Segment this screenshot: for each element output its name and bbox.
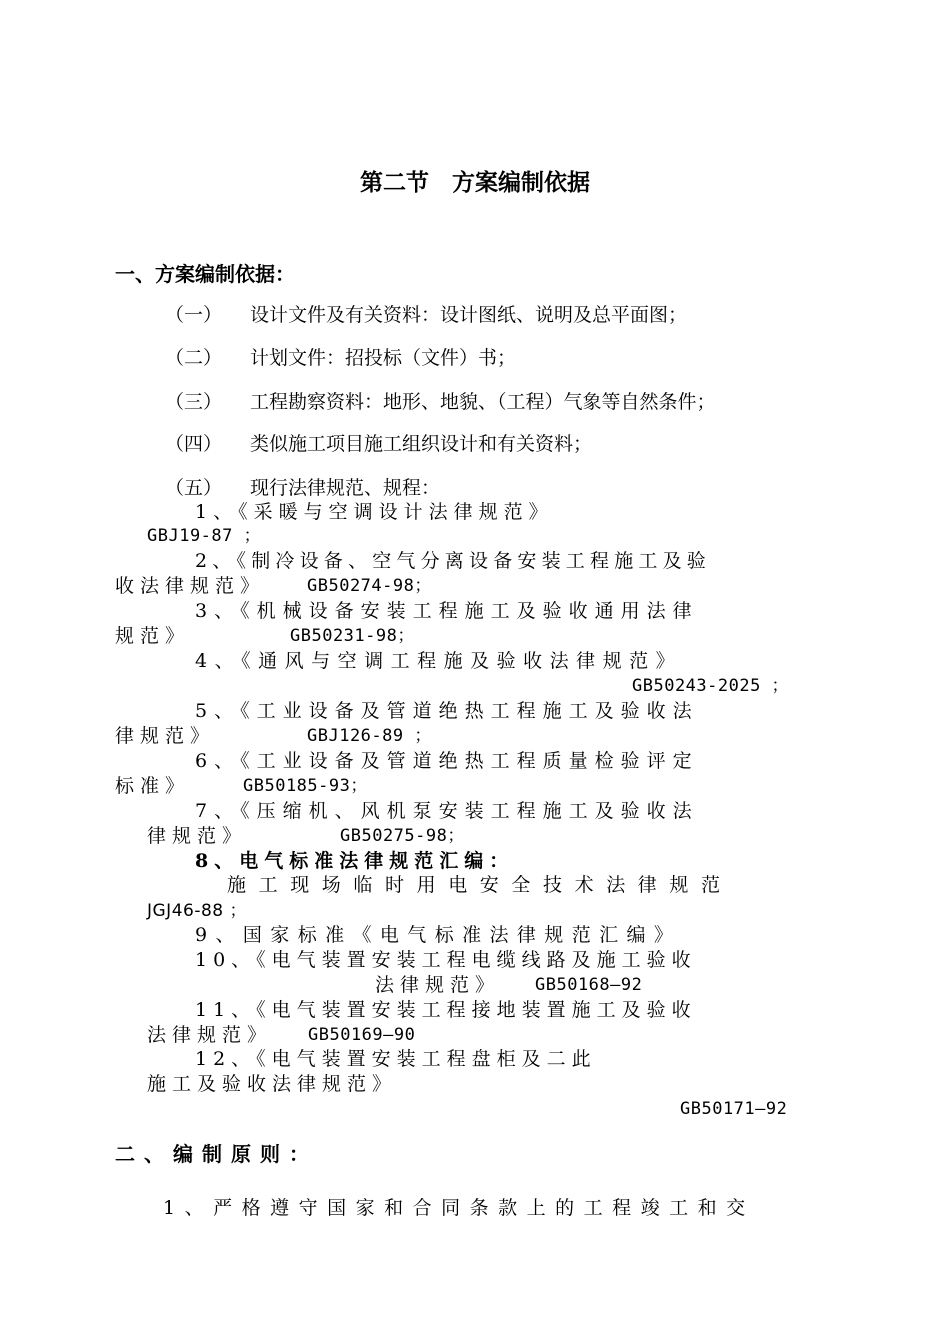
standard-title-cont: 法律规范》 — [147, 1024, 273, 1046]
standard-title-cont: 标准》 — [115, 775, 191, 797]
standard-title: 8、电气标准法律规范汇编： — [195, 850, 515, 872]
standard-code: GB50185-93； — [243, 776, 368, 796]
standard-code: GB50231-98； — [290, 626, 415, 646]
section-heading-2: 二、编制原则： — [115, 1142, 318, 1166]
standard-code: GB50275-98； — [340, 826, 465, 846]
page-title: 第二节 方案编制依据 — [360, 170, 590, 196]
standard-code-visible: GB50171—92 — [680, 1099, 788, 1119]
standard-title: 4、《通风与空调工程施及验收法律规范》 — [195, 650, 683, 672]
standard-title-cont: 律规范》 — [115, 725, 216, 747]
standard-title: 12、《电气装置安装工程盘柜及二此 — [195, 1048, 597, 1070]
standard-code: GB50168—92 — [535, 975, 643, 995]
standard-title: 9、国家标准《电气标准法律规范汇编》 — [195, 924, 682, 946]
standard-code: GB50274-98； — [307, 576, 432, 596]
standard-title: 3、《机械设备安装工程施工及验收通用法律 — [195, 600, 699, 622]
section-heading-1: 一、方案编制依据： — [115, 262, 295, 286]
standard-title: 2、《制冷设备、空气分离设备安装工程施工及验 — [195, 550, 711, 572]
standard-title: 11、《电气装置安装工程接地装置施工及验收 — [195, 999, 697, 1021]
list-item-number: （二） — [165, 347, 223, 369]
standard-code: GBJ19-87 ； — [147, 526, 262, 546]
standard-code: GB50243-2025 ； — [632, 676, 790, 696]
standard-title: 5、《工业设备及管道绝热工程施工及验收法 — [195, 700, 699, 722]
standard-title-cont: 施工现场临时用电安全技术法律规范 — [227, 874, 733, 896]
standard-code: GBJ126-89 ； — [307, 726, 432, 746]
standard-title-cont: 施工及验收法律规范》 — [147, 1073, 398, 1095]
list-item-number: （五） — [165, 477, 223, 499]
standard-code: JGJ46-88 ； — [147, 901, 248, 921]
standard-title-cont: 律规范》 — [147, 825, 248, 847]
standard-title: 10、《电气装置安装工程电缆线路及施工验收 — [195, 949, 697, 971]
standard-code: GB50169—90 — [308, 1025, 416, 1045]
paragraph-text: 1、严格遵守国家和合同条款上的工程竣工和交 — [163, 1197, 755, 1219]
list-item-number: （四） — [165, 433, 223, 455]
list-item-text: 类似施工项目施工组织设计和有关资料； — [250, 433, 593, 455]
standard-title: 7、《压缩机、风机泵安装工程施工及验收法 — [195, 800, 699, 822]
list-item-number: （三） — [165, 391, 223, 413]
standard-code — [680, 1099, 788, 1119]
list-item-number: （一） — [165, 304, 223, 326]
standard-title-cont: 法律规范》 — [375, 974, 501, 996]
standard-title: 6、《工业设备及管道绝热工程质量检验评定 — [195, 750, 699, 772]
standard-title-cont: 收法律规范》 — [115, 575, 266, 597]
list-item-text: 设计文件及有关资料：设计图纸、说明及总平面图； — [250, 304, 688, 326]
standard-title-cont: 规范》 — [115, 625, 191, 647]
list-item-text: 工程勘察资料：地形、地貌、（工程）气象等自然条件； — [250, 391, 716, 413]
list-item-text: 现行法律规范、规程： — [250, 477, 441, 499]
list-item-text: 计划文件：招投标（文件）书； — [250, 347, 517, 369]
standard-title: 1、《采暖与空调设计法律规范》 — [195, 501, 554, 523]
